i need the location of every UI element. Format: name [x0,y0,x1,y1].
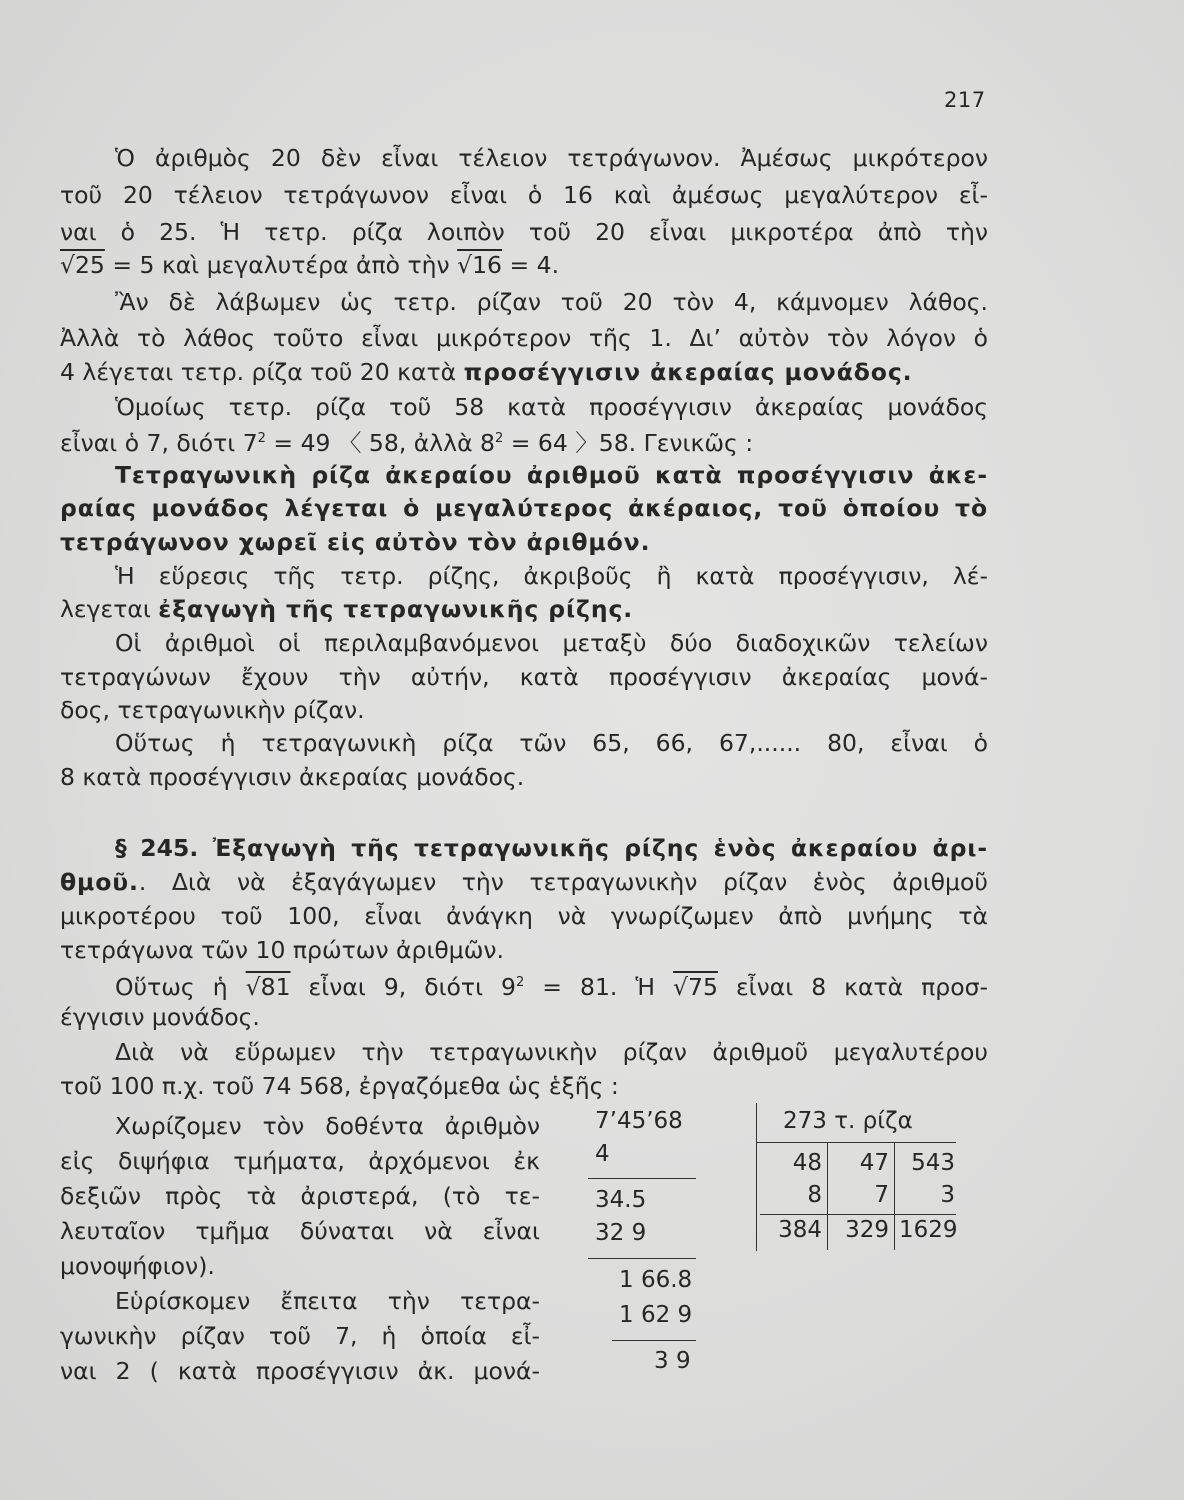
explanation-line: Χωρίζομεν τὸν δοθέντα ἀριθμὸν [115,1112,540,1140]
text-line: Οὕτως ἡ τετραγωνικὴ ρίζα τῶν 65, 66, 67,...... 80, εἶναι ὁ [115,729,988,757]
radical-expression: √25 [60,251,105,279]
root-column-divider [894,1142,895,1250]
explanation-line: γωνικὴν ρίζαν τοῦ 7, ἡ ὁποία εἶ- [60,1322,540,1350]
section-number: § 245. [115,834,199,862]
section-title: Ἐξαγωγὴ τῆς τετραγωνικῆς ρίζης ἑνὸς ἀκεραίου ἀρι- [198,834,988,862]
radical-expression: √81 [245,973,291,1001]
text-line: Διὰ νὰ εὕρωμεν τὴν τετραγωνικὴν ρίζαν ἀριθμοῦ μεγαλυτέρου [115,1038,988,1066]
emphasized-term: ἐξαγωγὴ τῆς τετραγωνικῆς ρίζης. [158,595,634,623]
subtraction-rule [588,1178,696,1179]
text-line: έγγισιν μονάδος. [60,1003,260,1031]
text-line: Ἀλλὰ τὸ λάθος τοῦτο εἶναι μικρότερον τῆς 1. Δι’ αὐτὸν τὸν λόγον ὁ [60,324,988,352]
text-line: εἶναι ὁ 7, διότι $7^2 = 49$ 〈 58, ἀλλὰ $8^2 = 64$ 〉58. Γενικῶς : [60,429,754,457]
definition-line: τετράγωνον χωρεῖ εἰς αὐτὸν τὸν ἀριθμόν. [60,528,651,556]
text-line: Ὁ ἀριθμὸς 20 δὲν εἶναι τέλειον τετράγωνον. Ἀμέσως μικρότερον [115,144,988,172]
subtraction-rule [612,1340,696,1341]
text-line: √25 = 5 καὶ μεγαλυτέρα ἀπὸ τὴν √16 = 4. [60,251,560,279]
root-cell: 384 [778,1217,822,1243]
definition-line: Τετραγωνικὴ ρίζα ἀκεραίου ἀριθμοῦ κατὰ προσέγγισιν ἀκε- [115,461,988,489]
text-line: 8 κατὰ προσέγγισιν ἀκεραίας μονάδος. [60,763,525,791]
text-line: Οὕτως ἡ √81 εἶναι 9, διότι $9^2 = 81$. Ἡ √75 εἶναι 8 κατὰ προσ- [115,973,988,1001]
dividend-number: 7’45’68 [595,1108,683,1134]
explanation-line: μονοψήφιον). [60,1252,215,1280]
text-line: Ὁμοίως τετρ. ρίζα τοῦ 58 κατὰ προσέγγισιν ἀκεραίας μονάδος [115,393,988,421]
explanation-line: εἰς διψήφια τμήματα, ἀρχόμενοι ἐκ [60,1147,540,1175]
root-cell: 47 [859,1150,889,1176]
explanation-line: ναι 2 ( κατὰ προσέγγισιν ἀκ. μονά- [60,1357,540,1385]
text-line: Οἱ ἀριθμοὶ οἱ περιλαμβανόμενοι μεταξὺ δύο διαδοχικῶν τελείων [115,629,988,657]
root-cell: 1629 [899,1217,958,1243]
root-cell: 8 [807,1182,822,1208]
section-heading [115,832,988,864]
subtrahend: 1 62 9 [619,1302,693,1328]
remainder: 34.5 [595,1187,647,1213]
text-line: τετραγώνων ἔχουν τὴν αὐτήν, κατὰ προσέγγισιν ἀκεραίας μονά- [60,663,988,691]
root-cell: 543 [911,1150,955,1176]
root-cell: 3 [940,1182,955,1208]
root-column-divider [827,1142,828,1250]
radical-expression: √16 [457,251,503,279]
text-line: τοῦ 100 π.χ. τοῦ 74 568, ἐργαζόμεθα ὡς ἑξῆς : [60,1072,619,1100]
text-line: τετράγωνα τῶν 10 πρώτων ἀριθμῶν. [60,936,505,964]
explanation-line: δεξιῶν πρὸς τὰ ἀριστερά, (τὸ τε- [60,1182,540,1210]
text-line: Ἂν δὲ λάβωμεν ὡς τετρ. ρίζαν τοῦ 20 τὸν 4, κάμνομεν λάθος. [115,288,988,316]
text-line: λεγεται ἐξαγωγὴ τῆς τετραγωνικῆς ρίζης. [60,595,634,623]
subtrahend: 4 [595,1141,610,1167]
subtraction-rule [588,1258,696,1259]
page-number: 217 [944,88,986,112]
text-line: Ἡ εὕρεσις τῆς τετρ. ρίζης, ἀκριβοῦς ἢ κατὰ προσέγγισιν, λέ- [115,562,988,590]
text-line: δος, τετραγωνικὴν ρίζαν. [60,696,365,724]
explanation-line: λευταῖον τμῆμα δύναται νὰ εἶναι [60,1217,540,1245]
remainder: 3 9 [654,1348,691,1374]
text-line: 4 λέγεται τετρ. ρίζα τοῦ 20 κατὰ προσέγγισιν ἀκεραίας μονάδος. [60,358,913,386]
root-rule [760,1214,956,1215]
root-separator [756,1103,757,1251]
text-line: μικροτέρου τοῦ 100, εἶναι ἀνάγκη νὰ γνωρίζωμεν ἀπὸ μνήμης τὰ [60,902,988,930]
explanation-line: Εὑρίσκομεν ἔπειτα τὴν τετρα- [115,1287,540,1315]
radical-expression: √75 [673,973,718,1001]
definition-line: ραίας μονάδος λέγεται ὁ μεγαλύτερος ἀκέραιος, τοῦ ὁποίου τὸ [60,494,988,522]
text-line: ναι ὁ 25. Ἡ τετρ. ρίζα λοιπὸν τοῦ 20 εἶναι μικροτέρα ἀπὸ τὴν [60,218,988,246]
root-rule [756,1142,956,1143]
emphasized-term: προσέγγισιν ἀκεραίας μονάδος. [463,358,913,386]
text-line: θμοῦ.. Διὰ νὰ ἐξαγάγωμεν τὴν τετραγωνικὴν ρίζαν ἑνὸς ἀριθμοῦ [60,868,988,896]
root-cell: 7 [874,1182,889,1208]
root-cell: 48 [792,1150,822,1176]
subtrahend: 32 9 [595,1220,647,1246]
remainder: 1 66.8 [619,1267,693,1293]
text-line: τοῦ 20 τέλειον τετράγωνον εἶναι ὁ 16 καὶ ἀμέσως μεγαλύτερον εἶ- [60,181,988,209]
root-result: 273 τ. ρίζα [783,1108,913,1134]
root-cell: 329 [845,1217,889,1243]
